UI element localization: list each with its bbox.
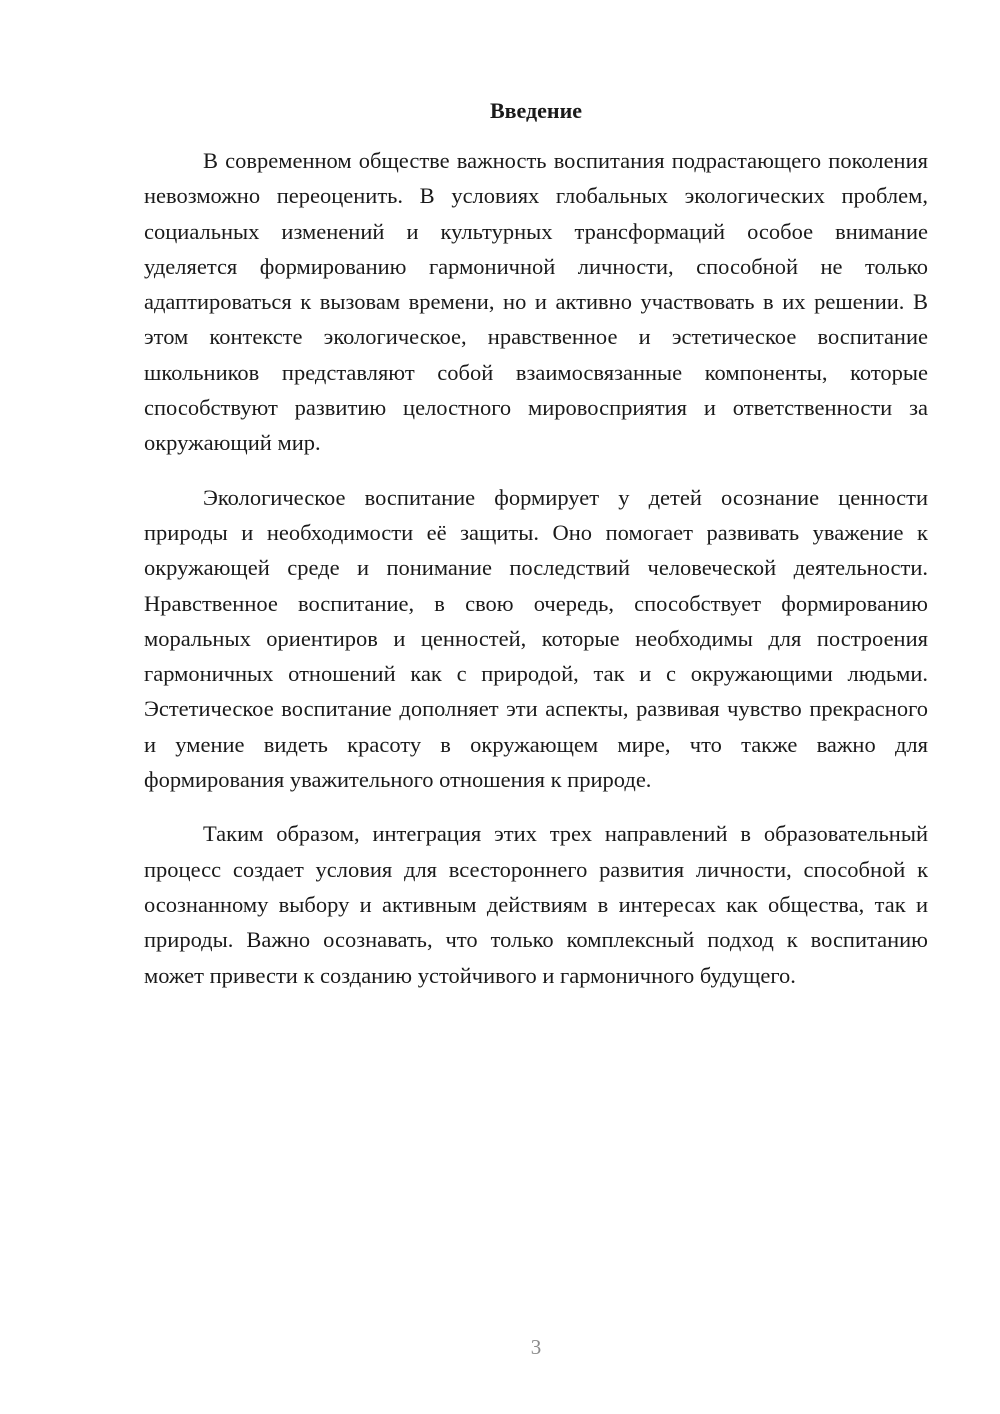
page-number: 3 <box>530 1335 542 1359</box>
paragraph-2: Экологическое воспитание формирует у детей осознание ценности природы и необходимости её защиты. Оно помогает развивать уважение к окружающей среде и понимание последствий человеческой деятельности. Нравственное воспитание, в свою очередь, способствует формированию моральных ориентиров и ценностей, которые необходимы для построения гармоничных отношений как с природой, так и с окружающими людьми. Эстетическое воспитание дополняет эти аспекты, развивая чувство прекрасного и умение видеть красоту в окружающем мире, что также важно для формирования уважительного отношения к природе. <box>144 484 928 793</box>
page-title: Введение <box>489 98 583 123</box>
document-body <box>144 143 928 993</box>
paragraph-1: В современном обществе важность воспитания подрастающего поколения невозможно переоценить. В условиях глобальных экологических проблем, социальных изменений и культурных трансформаций особое внимание уделяется формированию гармоничной личности, способной не только адаптироваться к вызовам времени, но и активно участвовать в их решении. В этом контексте экологическое, нравственное и эстетическое воспитание школьников представляют собой взаимосвязанные компоненты, которые способствуют развитию целостного мировосприятия и ответственности за окружающий мир. <box>144 148 928 456</box>
paragraph-3: Таким образом, интеграция этих трех направлений в образовательный процесс создает условия для всестороннего развития личности, способной к осознанному выбору и активным действиям в интересах как общества, так и природы. Важно осознавать, что только комплексный подход к воспитанию может привести к созданию устойчивого и гармоничного будущего. <box>144 821 928 988</box>
